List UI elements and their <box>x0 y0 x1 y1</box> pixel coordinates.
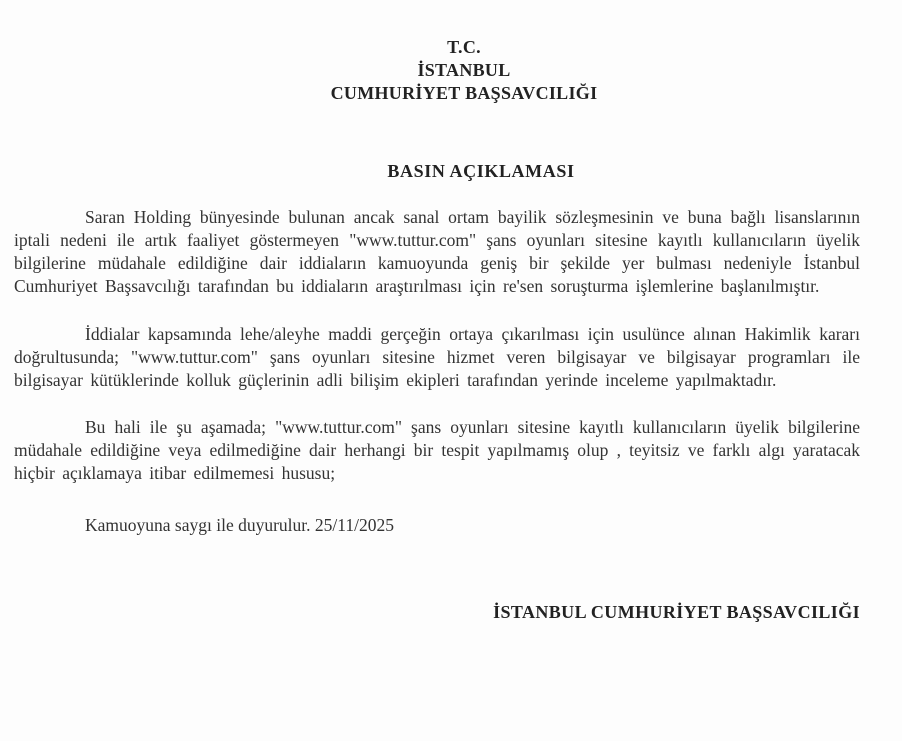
letterhead-state-abbrev: T.C. <box>447 37 481 57</box>
paragraph-3: Bu hali ile şu aşamada; "www.tuttur.com" şans oyunları sitesine kayıtlı kullanıcıların üyelik bilgilerine müdahale edildiğine veya edilmediğine dair herhangi bir tespit yapılmamış olup , teyitsiz ve farklı algı yaratacak hiçbir açıklamaya itibar edilmemesi hususu; <box>14 417 860 483</box>
letterhead-city: İSTANBUL <box>417 60 511 80</box>
closing-line: Kamuoyuna saygı ile duyurulur. 25/11/2025 <box>85 515 394 535</box>
document-title: BASIN AÇIKLAMASI <box>387 161 575 181</box>
paragraph-1: Saran Holding bünyesinde bulunan ancak sanal ortam bayilik sözleşmesinin ve buna bağlı lisanslarının iptali nedeni ile artık faaliyet göstermeyen "www.tuttur.com" şans oyunları sitesine kayıtlı kullanıcıların üyelik bilgilerine müdahale edildiğine dair iddiaların kamuoyunda geniş bir şekilde yer bulması nedeniyle İstanbul Cumhuriyet Başsavcılığı tarafından bu iddiaların araştırılması için re'sen soruşturma işlemlerine başlanılmıştır. <box>14 207 860 296</box>
letterhead-office: CUMHURİYET BAŞSAVCILIĞI <box>330 83 598 103</box>
paragraph-2: İddialar kapsamında lehe/aleyhe maddi gerçeğin ortaya çıkarılması için usulünce alınan Hakimlik kararı doğrultusunda; "www.tuttur.com" şans oyunları sitesine hizmet veren bilgisayar ve bilgisayar programları ile bilgisayar kütüklerinde kolluk güçlerinin adli bilişim ekipleri tarafından yerinde inceleme yapılmaktadır. <box>14 324 860 390</box>
signature-line: İSTANBUL CUMHURİYET BAŞSAVCILIĞI <box>493 602 860 622</box>
letterhead <box>41 36 887 105</box>
